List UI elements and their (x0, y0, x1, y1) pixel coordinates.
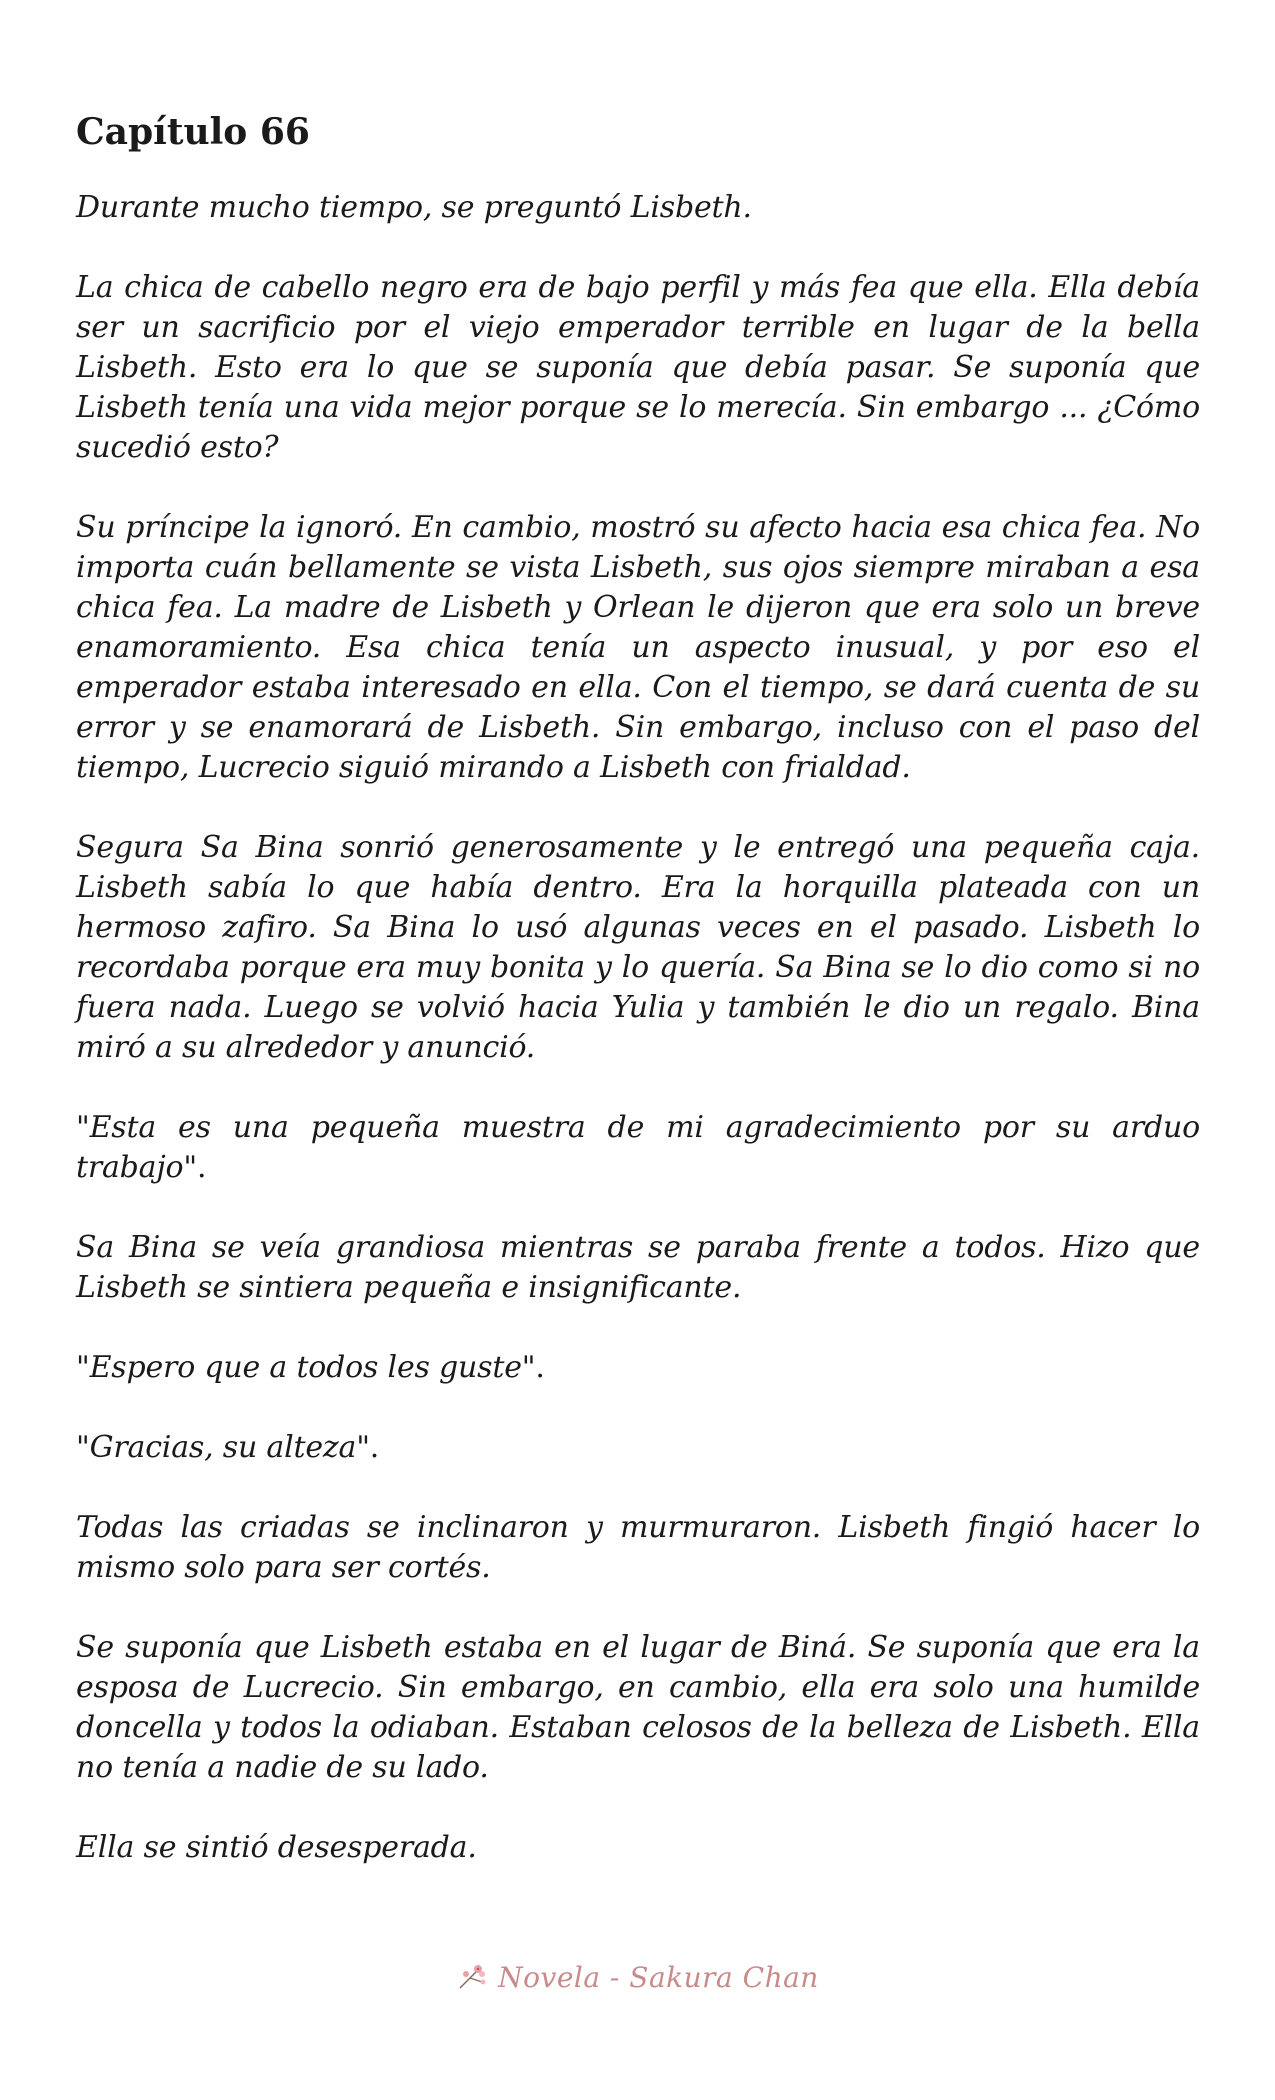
paragraph-4: Segura Sa Bina sonrió generosamente y le entregó una pequeña caja. Lisbeth sabía lo que había dentro. Era la horquilla plateada con un hermoso zafiro. Sa Bina lo usó algunas veces en el pasado. Lisbeth lo recordaba porque era muy bonita y lo quería. Sa Bina se lo dio como si no fuera nada. Luego se volvió hacia Yulia y también le dio un regalo. Bina miró a su alrededor y anunció. (76, 830, 1200, 1065)
paragraph-2: La chica de cabello negro era de bajo perfil y más fea que ella. Ella debía ser un sacrificio por el viejo emperador terrible en lugar de la bella Lisbeth. Esto era lo que se suponía que debía pasar. Se suponía que Lisbeth tenía una vida mejor porque se lo merecía. Sin embargo ... ¿Cómo sucedió esto? (76, 270, 1200, 465)
cherry-blossom-icon (456, 1960, 490, 1994)
paragraph-7: Se suponía que Lisbeth estaba en el lugar de Biná. Se suponía que era la esposa de Lucrecio. Sin embargo, en cambio, ella era solo una humilde doncella y todos la odiaban. Estaban celosos de la belleza de Lisbeth. Ella no tenía a nadie de su lado. (76, 1630, 1200, 1785)
watermark-text: Novela - Sakura Chan (498, 1960, 819, 1994)
dialogue-3: "Gracias, su alteza". (76, 1430, 380, 1465)
document-page (76, 110, 1200, 1908)
paragraph-8: Ella se sintió desesperada. (76, 1830, 477, 1865)
paragraph-1: Durante mucho tiempo, se preguntó Lisbeth. (76, 190, 752, 225)
paragraph-3: Su príncipe la ignoró. En cambio, mostró su afecto hacia esa chica fea. No importa cuán bellamente se vista Lisbeth, sus ojos siempre miraban a esa chica fea. La madre de Lisbeth y Orlean le dijeron que era solo un breve enamoramiento. Esa chica tenía un aspecto inusual, y por eso el emperador estaba interesado en ella. Con el tiempo, se dará cuenta de su error y se enamorará de Lisbeth. Sin embargo, incluso con el paso del tiempo, Lucrecio siguió mirando a Lisbeth con frialdad. (76, 510, 1200, 785)
paragraph-5: Sa Bina se veía grandiosa mientras se paraba frente a todos. Hizo que Lisbeth se sintiera pequeña e insignificante. (76, 1230, 1200, 1305)
dialogue-2: "Espero que a todos les guste". (76, 1350, 545, 1385)
paragraph-6: Todas las criadas se inclinaron y murmuraron. Lisbeth fingió hacer lo mismo solo para ser cortés. (76, 1510, 1200, 1585)
watermark (0, 1960, 1275, 1994)
dialogue-1: "Esta es una pequeña muestra de mi agradecimiento por su arduo trabajo". (76, 1110, 1200, 1185)
chapter-title: Capítulo 66 (76, 111, 310, 153)
